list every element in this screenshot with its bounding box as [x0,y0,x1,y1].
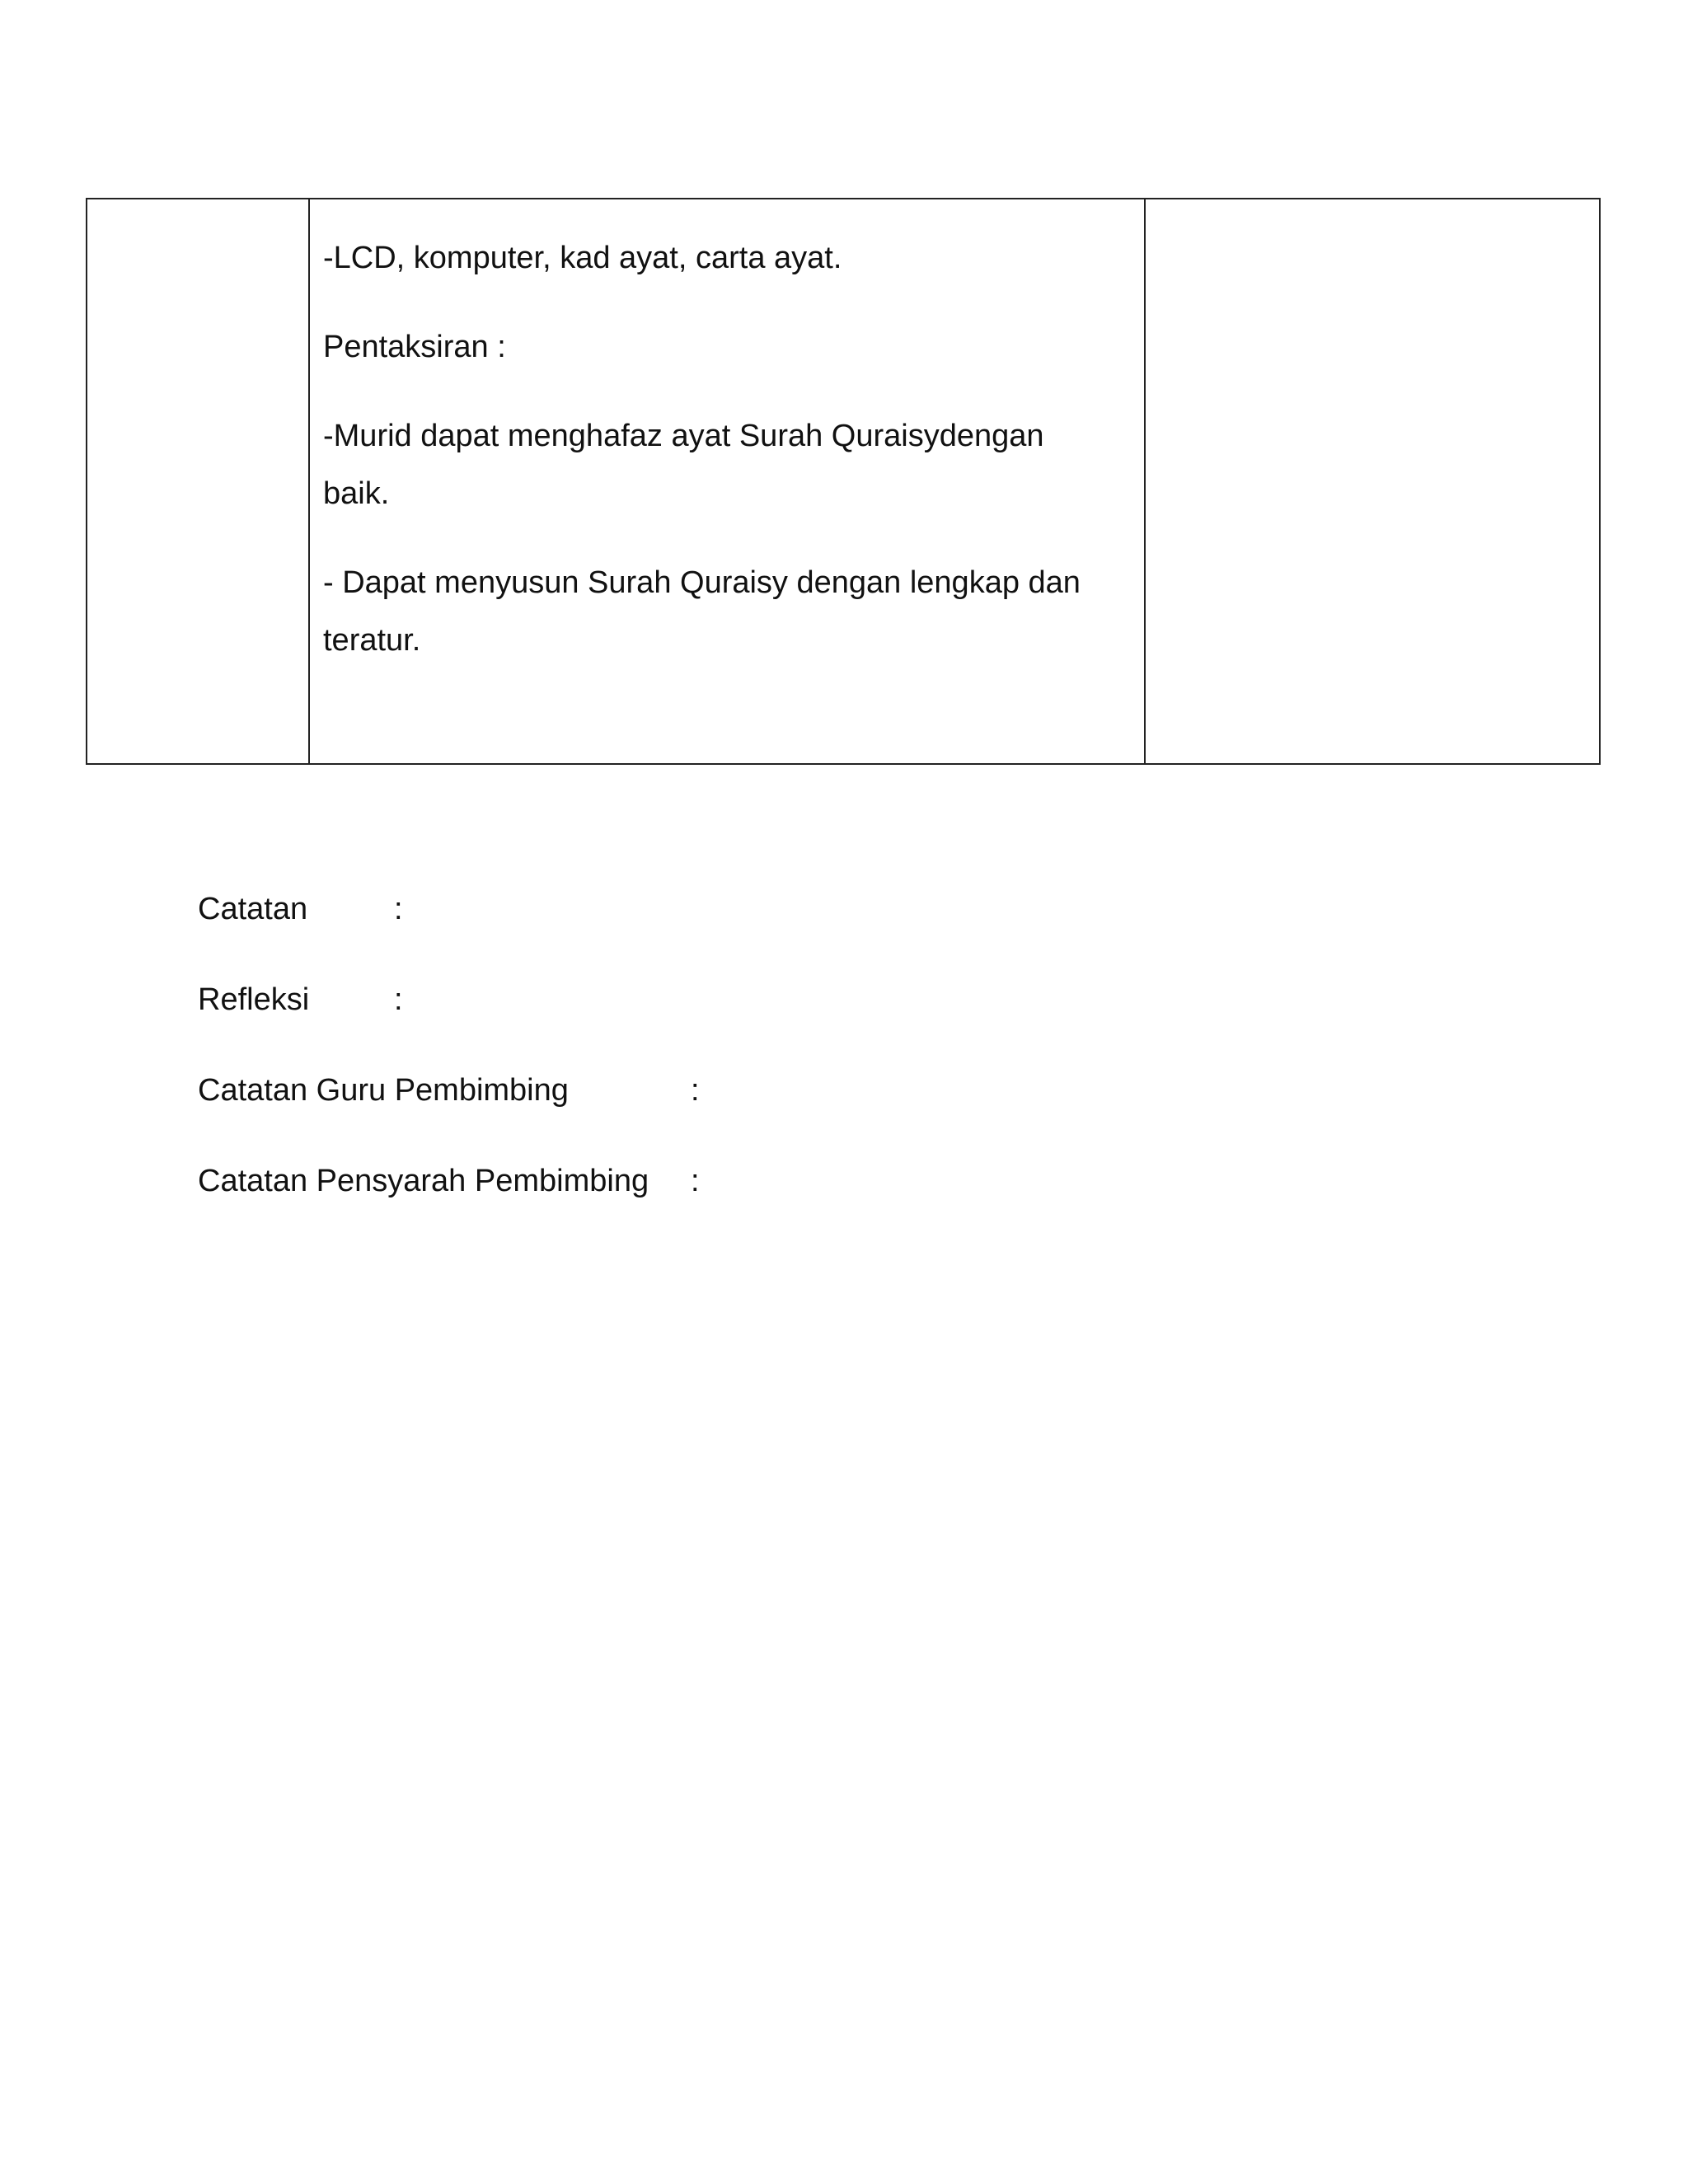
table-cell-content [310,199,1146,763]
table-cell-left [87,199,310,763]
note-label: Catatan [198,892,308,926]
materials-line: -LCD, komputer, kad ayat, carta ayat. [323,241,842,275]
table-cell-right [1146,199,1599,763]
note-colon: : [394,982,403,1017]
assessment-item-1: -Murid dapat menghafaz ayat Surah Quraisydengan [323,419,1044,453]
note-label: Refleksi [198,982,310,1017]
assessment-item-1-cont: baik. [323,476,390,511]
assessment-item-2-cont: teratur. [323,623,421,658]
assessment-heading: Pentaksiran : [323,330,506,364]
assessment-item-2: - Dapat menyusun Surah Quraisy dengan lengkap dan [323,565,1081,600]
lesson-plan-table [86,198,1601,765]
note-colon: : [394,892,403,926]
note-label: Catatan Pensyarah Pembimbing [198,1164,649,1198]
note-colon: : [691,1073,700,1108]
note-label: Catatan Guru Pembimbing [198,1073,569,1108]
note-colon: : [691,1164,700,1198]
